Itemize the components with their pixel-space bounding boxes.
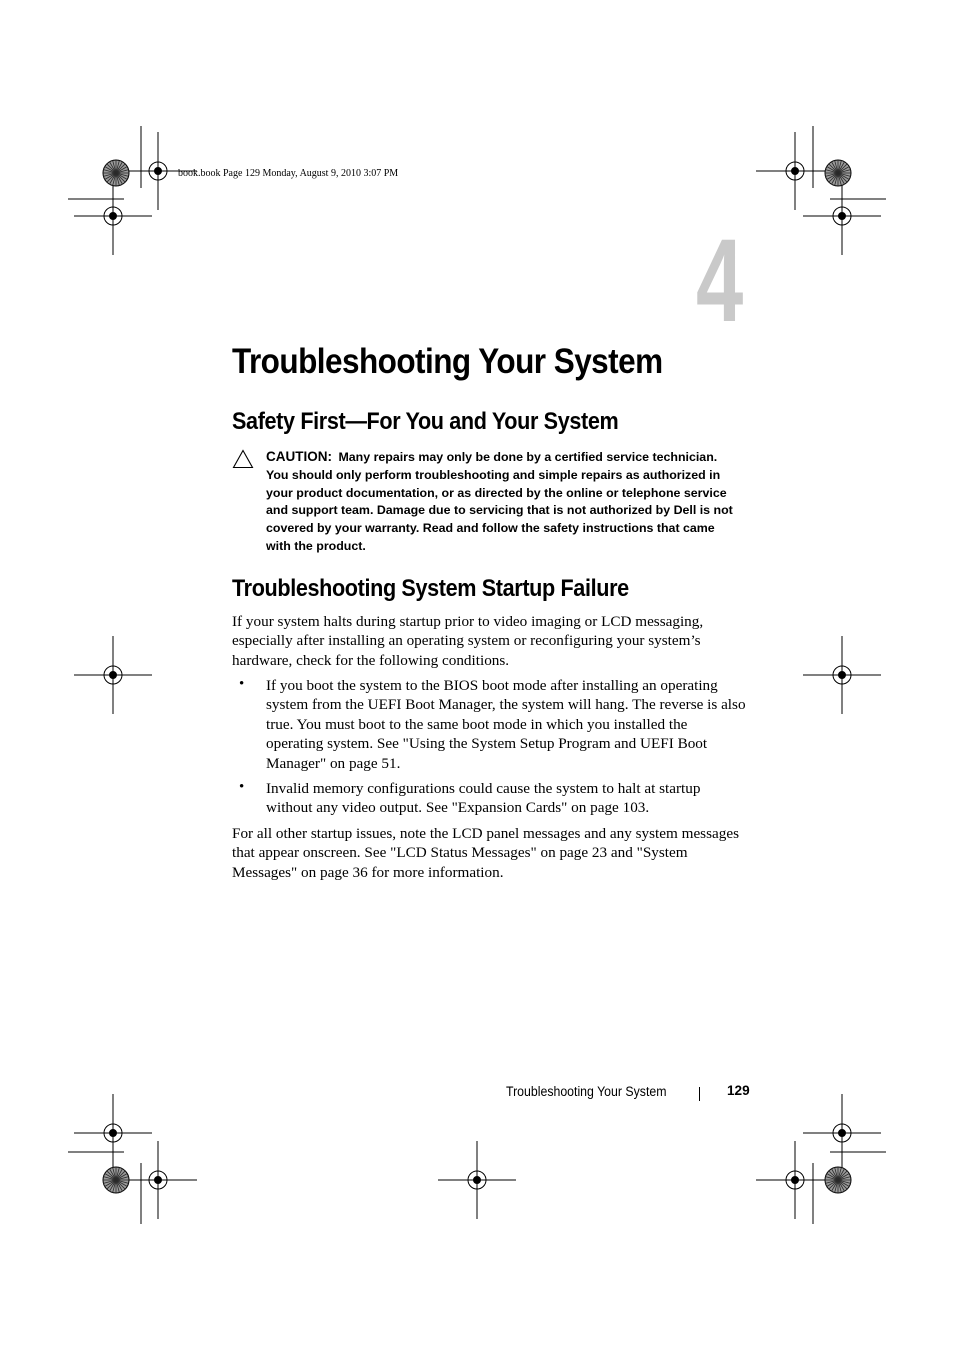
bullet-marker: • <box>239 779 245 795</box>
starburst-target-icon <box>103 160 129 186</box>
caution-text: Many repairs may only be done by a certified service technician. You should only perform troubleshooting and simple repairs as authorized in your product documentation, or as directed by the online or telephone service and support team. Damage due to servicing that is not authorized by Dell is not covered by your warranty. Read and follow the safety instructions that came with the product. <box>266 450 733 553</box>
starburst-target-icon <box>103 1167 129 1193</box>
registration-crosshair-icon <box>803 1094 881 1172</box>
chapter-number: 4 <box>696 215 744 347</box>
registration-crosshair-icon <box>438 1141 516 1219</box>
starburst-target-icon <box>825 160 851 186</box>
footer-title: Troubleshooting Your System <box>506 1084 667 1099</box>
caution-triangle-icon <box>232 449 254 469</box>
closing-paragraph: For all other startup issues, note the LCD panel messages and any system messages that appear onscreen. See "LCD Status Messages" on page 23 and "System Messages" on page 36 for more information. <box>232 825 739 881</box>
bullet-marker: • <box>239 676 245 692</box>
section-heading-safety: Safety First—For You and Your System <box>232 408 619 435</box>
registration-crosshair-icon <box>803 177 881 255</box>
registration-crosshair-icon <box>756 132 834 210</box>
caution-label: CAUTION: <box>266 449 332 464</box>
starburst-target-icon <box>825 1167 851 1193</box>
list-item: If you boot the system to the BIOS boot mode after installing an operating system from the UEFI Boot Manager, the system will hang. The reverse is also true. You must boot to the same boot mode in which you installed the operating system. See "Using the System Setup Program and UEFI Boot Manager" on page 51. <box>266 677 746 772</box>
registration-crosshair-icon <box>803 636 881 714</box>
section-heading-startup-failure: Troubleshooting System Startup Failure <box>232 575 629 602</box>
page-number: 129 <box>727 1083 750 1098</box>
registration-crosshair-icon <box>74 177 152 255</box>
footer-divider <box>699 1087 700 1101</box>
registration-crosshair-icon <box>119 1141 197 1219</box>
registration-crosshair-icon <box>74 1094 152 1172</box>
intro-paragraph: If your system halts during startup prior to video imaging or LCD messaging, especially after installing an operating system or reconfiguring your system’s hardware, check for the following conditions. <box>232 613 704 669</box>
registration-crosshair-icon <box>756 1141 834 1219</box>
chapter-title: Troubleshooting Your System <box>232 342 663 381</box>
caution-note <box>266 448 736 556</box>
print-slug-line: book.book Page 129 Monday, August 9, 2010 3:07 PM <box>178 168 399 179</box>
registration-crosshair-icon <box>74 636 152 714</box>
list-item: Invalid memory configurations could cause the system to halt at startup without any video output. See "Expansion Cards" on page 103. <box>266 780 701 817</box>
